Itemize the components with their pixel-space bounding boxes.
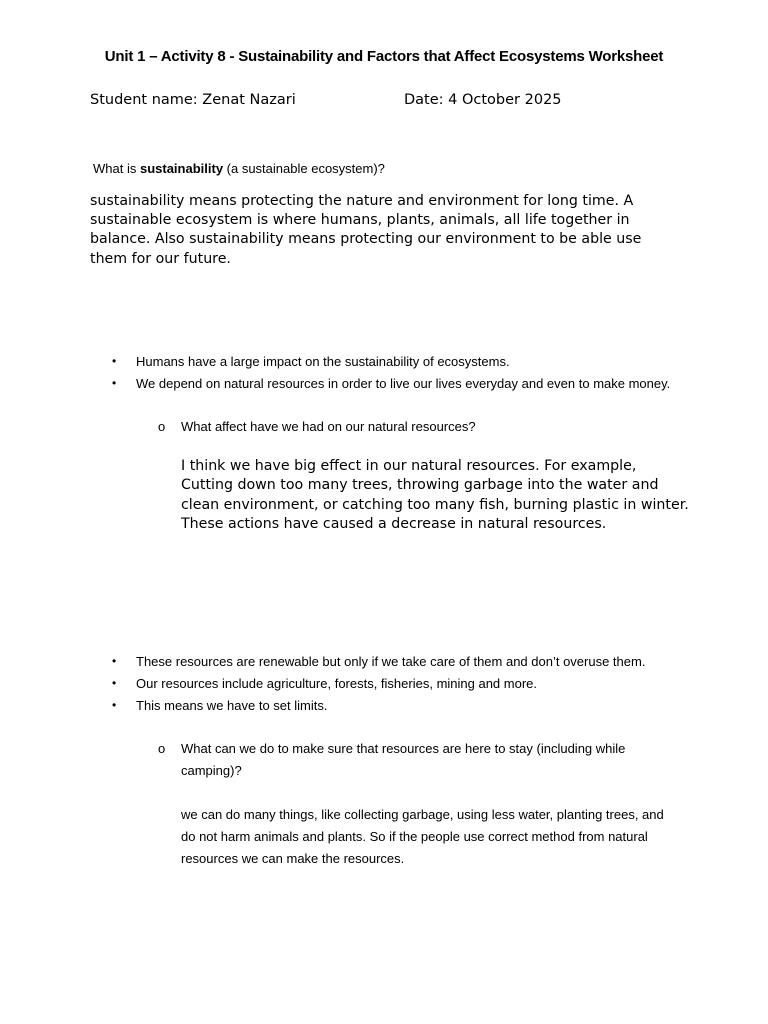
list-item — [90, 651, 676, 673]
bullet-text: This means we have to set limits. — [136, 697, 328, 713]
sub-question-text: What affect have we had on our natural resources? — [181, 419, 476, 434]
list-item — [90, 695, 676, 717]
bullet-marker: • — [112, 654, 117, 668]
question-sustainability — [93, 161, 385, 176]
list-item — [90, 351, 676, 373]
bullet-marker: • — [112, 375, 117, 390]
bullet-text: These resources are renewable but only if we take care of them and don’t overuse them. — [136, 654, 646, 669]
answer-effect: I think we have big effect in our natural resources. For example, Cutting down too many trees, throwing garbage into the water and clean environment, or catching too many fish, burning plastic in winter. These actions have caused a decrease in natural resources. — [181, 458, 689, 532]
question-suffix: (a sustainable ecosystem)? — [223, 161, 385, 176]
answer-protect: we can do many things, like collecting garbage, using less water, planting trees, and do not harm animals and plants. So if the people use correct method from natural resources we can make the resources. — [181, 807, 664, 866]
bullet-list-impact — [90, 351, 676, 395]
question-prefix: What is — [93, 161, 140, 176]
sub-question-effect — [158, 416, 661, 438]
sub-bullet-marker: o — [158, 741, 166, 756]
sub-bullet-marker: o — [158, 419, 166, 434]
sub-question-protect — [158, 738, 661, 782]
list-item — [90, 673, 676, 695]
bullet-marker: • — [112, 354, 117, 368]
bullet-list-resources — [90, 651, 676, 716]
bullet-marker: • — [112, 675, 117, 690]
sub-question-text: What can we do to make sure that resources are here to stay (including while camping)? — [181, 741, 626, 778]
question-keyword: sustainability — [139, 161, 224, 176]
student-name: Student name: Zenat Nazari — [90, 92, 296, 108]
worksheet-date: Date: 4 October 2025 — [404, 92, 562, 108]
bullet-text: We depend on natural resources in order to live our lives everyday and even to make money. — [136, 375, 671, 391]
bullet-marker: • — [112, 697, 117, 712]
bullet-text: Humans have a large impact on the sustainability of ecosystems. — [136, 354, 510, 369]
answer-sustainability: sustainability means protecting the nature and environment for long time. A sustainable ecosystem is where humans, plants, animals, all life together in balance. Also sustainability means protecting our environment to be able use them for our future. — [90, 193, 642, 267]
bullet-text: Our resources include agriculture, forests, fisheries, mining and more. — [136, 675, 538, 691]
worksheet-title: Unit 1 – Activity 8 - Sustainability and Factors that Affect Ecosystems Worksheet — [104, 48, 664, 65]
list-item — [90, 373, 676, 395]
